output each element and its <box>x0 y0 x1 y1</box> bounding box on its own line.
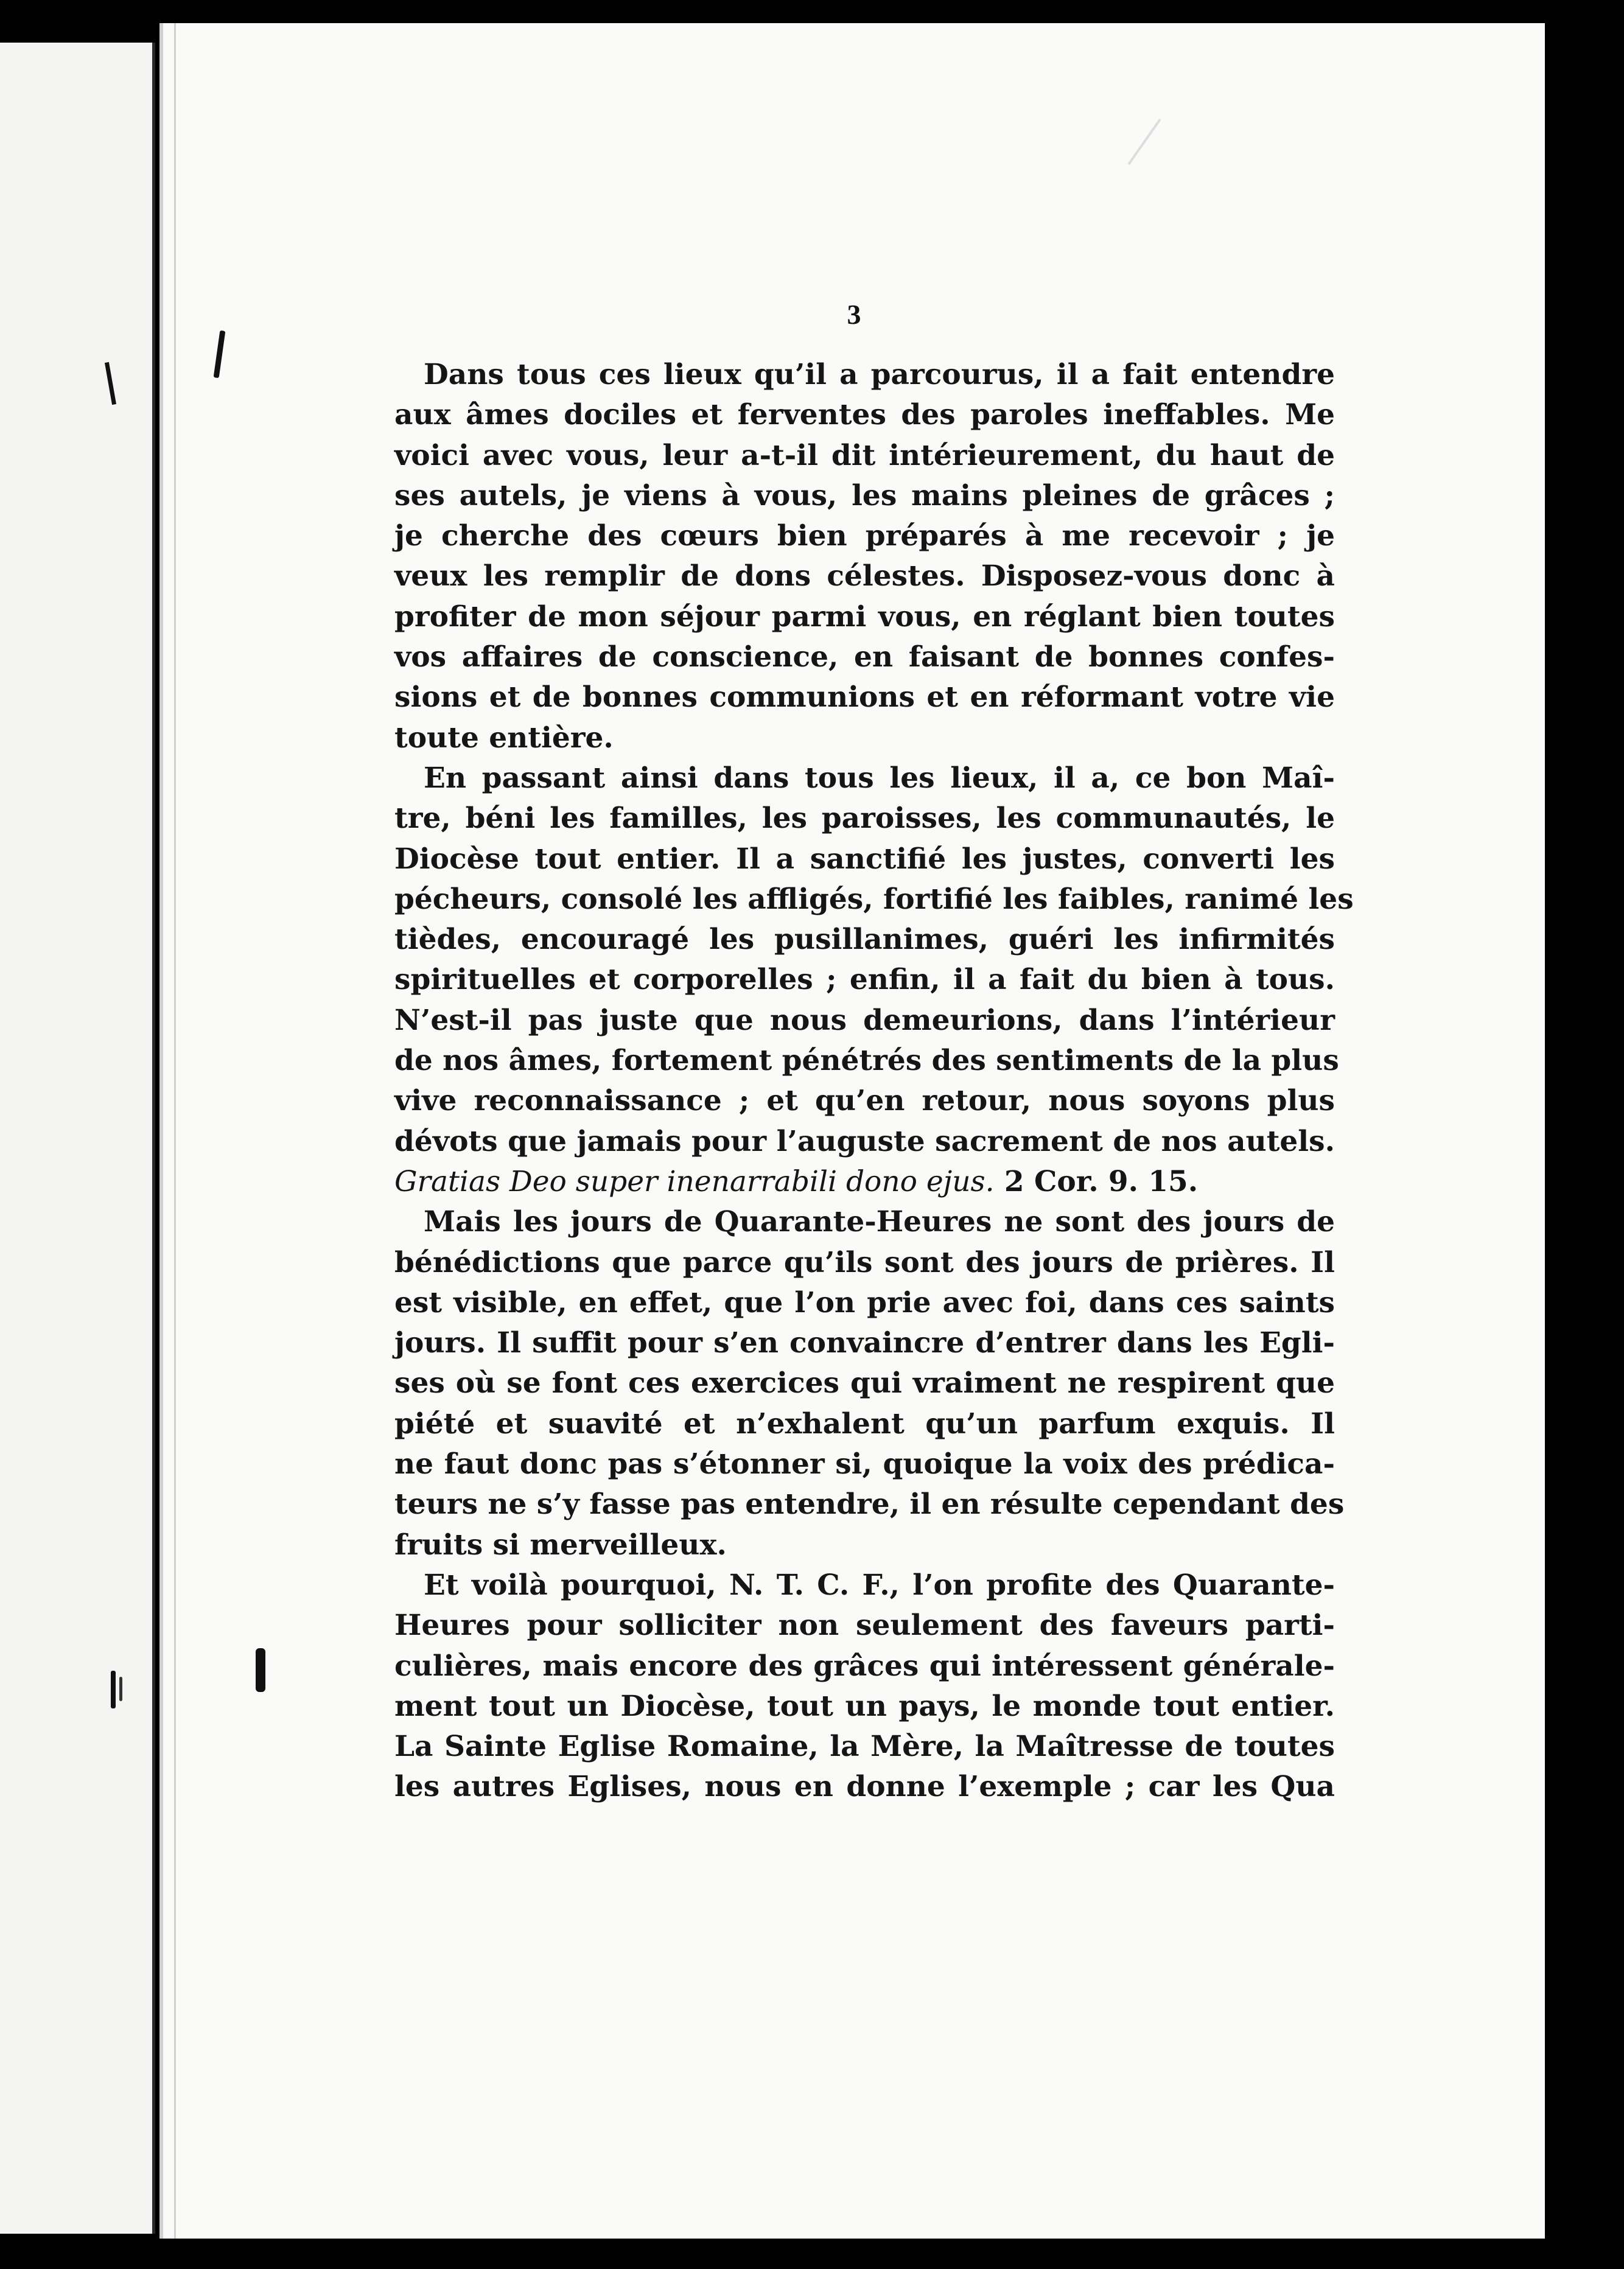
text-line: toute entière. <box>394 721 614 755</box>
text-line: les autres Eglises, nous en donne l’exemple ; car les Qua <box>394 1770 1335 1804</box>
body-text <box>394 355 1354 1808</box>
text-line: voici avec vous, leur a-t-il dit intérieurement, du haut de <box>394 438 1335 472</box>
previous-page-edge <box>0 43 155 2234</box>
text-line: bénédictions que parce qu’ils sont des jours de prières. Il <box>394 1245 1335 1279</box>
text-line: de nos âmes, fortement pénétrés des sentiments de la plus <box>394 1044 1339 1078</box>
text-line: tre, béni les familles, les paroisses, les communautés, le <box>394 802 1335 836</box>
text-line: Heures pour solliciter non seulement des faveurs parti- <box>394 1609 1335 1643</box>
text-line: teurs ne s’y fasse pas entendre, il en résulte cependant des <box>394 1488 1345 1522</box>
margin-mark <box>111 1671 116 1708</box>
margin-mark <box>256 1648 265 1692</box>
text-line: pécheurs, consolé les affligés, fortifié les faibles, ranimé les <box>394 882 1354 916</box>
text-line: est visible, en effet, que l’on prie avec foi, dans ces saints <box>394 1285 1335 1320</box>
text-line: Et voilà pourquoi, N. T. C. F., l’on profite des Quarante- <box>424 1568 1335 1602</box>
text-line: culières, mais encore des grâces qui intéressent générale- <box>394 1649 1335 1683</box>
text-line: Mais les jours de Quarante-Heures ne sont des jours de <box>424 1205 1335 1239</box>
text-line: ses où se font ces exercices qui vraiment ne respirent que <box>394 1366 1335 1400</box>
text-line: Diocèse tout entier. Il a sanctifié les justes, converti les <box>394 842 1335 876</box>
text-line: veux les remplir de dons célestes. Disposez-vous donc à <box>394 559 1335 593</box>
latin-quotation: Gratias Deo super inenarrabili dono ejus. <box>394 1164 995 1198</box>
margin-mark <box>214 330 226 378</box>
text-line: N’est-il pas juste que nous demeurions, dans l’intérieur <box>394 1003 1335 1037</box>
text-line: vos affaires de conscience, en faisant de bonnes confes- <box>394 640 1335 674</box>
binding-edge <box>174 23 176 2239</box>
text-line <box>394 1162 1335 1202</box>
scripture-reference: 2 Cor. 9. 15. <box>994 1164 1199 1198</box>
text-line: jours. Il suffit pour s’en convaincre d’entrer dans les Egli- <box>394 1326 1335 1360</box>
text-line: vive reconnaissance ; et qu’en retour, nous soyons plus <box>394 1084 1335 1118</box>
paper-crease <box>1128 119 1161 165</box>
page-number: 3 <box>847 299 861 330</box>
text-line: sions et de bonnes communions et en réformant votre vie <box>394 680 1335 715</box>
text-line: spirituelles et corporelles ; enfin, il a fait du bien à tous. <box>394 963 1335 997</box>
text-line: aux âmes dociles et ferventes des paroles ineffables. Me <box>394 398 1335 432</box>
text-line: tièdes, encouragé les pusillanimes, guéri les infirmités <box>394 923 1335 957</box>
text-line: Dans tous ces lieux qu’il a parcourus, il a fait entendre <box>424 358 1335 391</box>
text-line: piété et suavité et n’exhalent qu’un parfum exquis. Il <box>394 1407 1335 1441</box>
text-line: ses autels, je viens à vous, les mains pleines de grâces ; <box>394 478 1335 512</box>
text-line: je cherche des cœurs bien préparés à me recevoir ; je <box>394 519 1335 553</box>
text-line: En passant ainsi dans tous les lieux, il a, ce bon Maî- <box>424 761 1335 795</box>
text-line: La Sainte Eglise Romaine, la Mère, la Maîtresse de toutes <box>394 1730 1335 1764</box>
text-line: ment tout un Diocèse, tout un pays, le monde tout entier. <box>394 1689 1335 1723</box>
text-line: profiter de mon séjour parmi vous, en réglant bien toutes <box>394 600 1335 634</box>
margin-mark <box>105 362 116 405</box>
text-line: dévots que jamais pour l’auguste sacrement de nos autels. <box>394 1124 1335 1158</box>
text-line: fruits si merveilleux. <box>394 1528 727 1562</box>
margin-mark <box>119 1677 122 1701</box>
text-line: ne faut donc pas s’étonner si, quoique la voix des prédica- <box>394 1447 1335 1481</box>
document-page <box>159 23 1545 2239</box>
